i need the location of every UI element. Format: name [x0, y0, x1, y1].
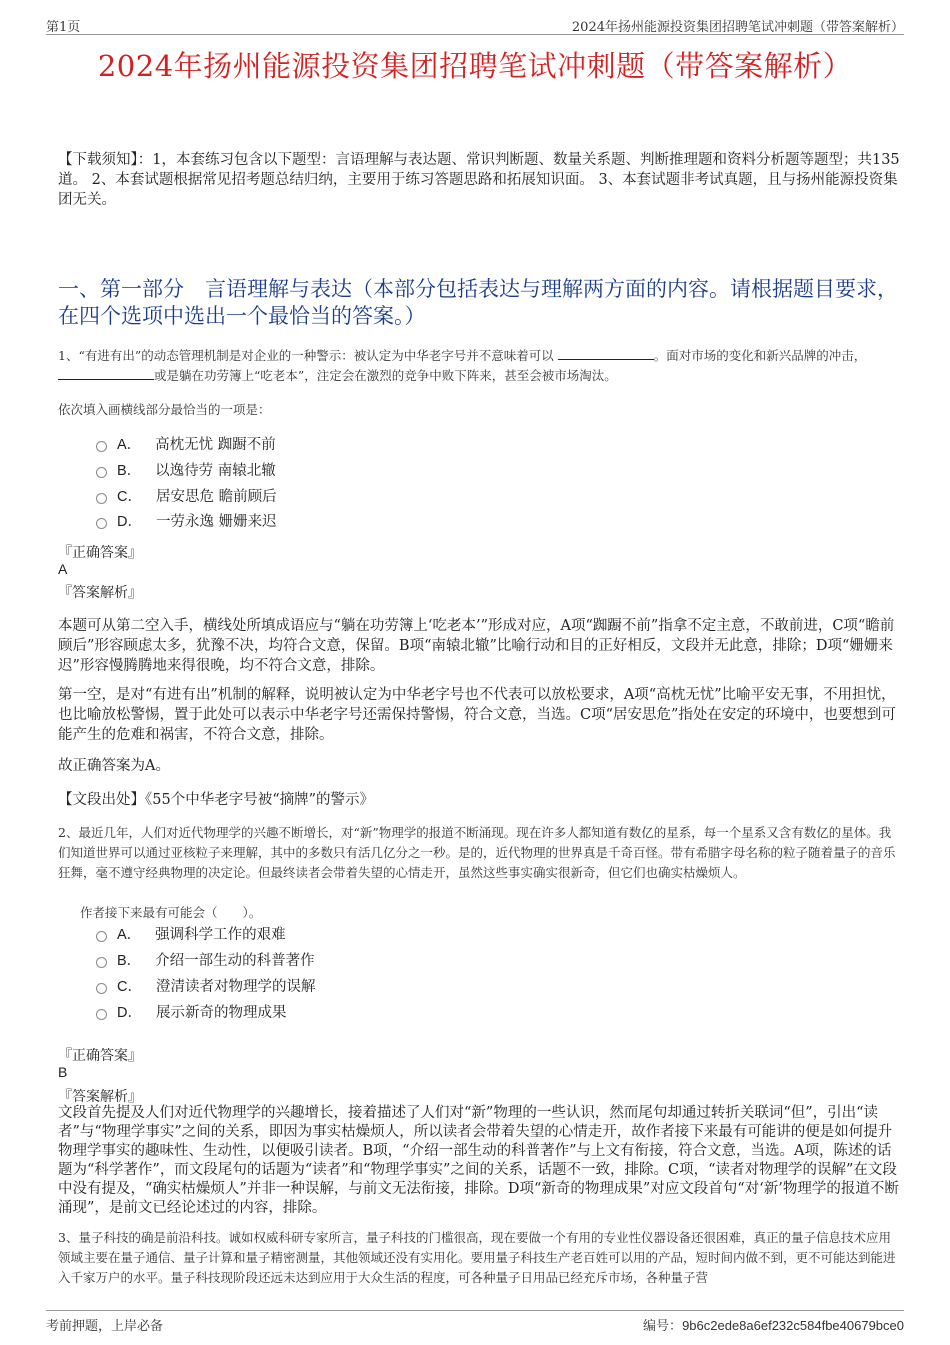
footer-slogan: 考前押题，上岸必备: [46, 1319, 164, 1334]
q1-option-d[interactable]: D． 一劳永逸 姗姗来迟: [96, 511, 277, 533]
q1-answer: A: [58, 561, 68, 577]
q2-option-c[interactable]: C． 澄清读者对物理学的误解: [96, 976, 315, 998]
q2-answer-label: 『正确答案』: [58, 1048, 142, 1064]
fill-blank-1: [558, 347, 654, 360]
q2-answer: B: [58, 1064, 68, 1080]
section-heading: 一、第一部分 言语理解与表达（本部分包括表达与理解两方面的内容。请根据题目要求，在四个选项中选出一个最恰当的答案。）: [58, 277, 898, 328]
q1-analysis-label: 『答案解析』: [58, 585, 142, 601]
fill-blank-2: [58, 367, 154, 380]
document-title: 2024年扬州能源投资集团招聘笔试冲刺题（带答案解析）: [97, 49, 853, 83]
q2-option-a[interactable]: A． 强调科学工作的艰难: [96, 924, 286, 946]
q2-analysis-label: 『答案解析』: [58, 1089, 142, 1105]
q1-option-a[interactable]: A． 高枕无忧 踟蹰不前: [96, 434, 276, 456]
radio-icon[interactable]: [96, 931, 107, 942]
page-footer: [46, 1310, 904, 1334]
q1-analysis-2: 第一空，是对“有进有出”机制的解释，说明被认定为中华老字号也不代表可以放松要求，A项“高枕无忧”比喻平安无事，不用担忧，也比喻放松警惕，置于此处可以表示中华老字号还需保持警惕，符合文意，当选。C项“居安思危”指处在安定的环境中，也要想到可能产生的危难和祸害，不符合文意，排除。: [58, 687, 896, 743]
radio-icon[interactable]: [96, 983, 107, 994]
radio-icon[interactable]: [96, 957, 107, 968]
question-2-stem: 2、最近几年，人们对近代物理学的兴趣不断增长，对“新”物理学的报道不断涌现。现在许多人都知道有数亿的星系，每一个星系又含有数亿的星体。我们知道世界可以通过亚核粒子来理解，其中的多数只有活几亿分之一秒。是的，近代物理的世界真是千奇百怪。带有希腊字母名称的粒子随着量子的音乐狂舞，毫不遵守经典物理的决定论。但最终读者会带着失望的心情走开，虽然这些事实确实很新奇，但它们也确实枯燥烦人。: [58, 825, 896, 880]
question-2-prompt: 作者接下来最有可能会（ ）。: [80, 905, 262, 920]
q1-source: 【文段出处】《55个中华老字号被“摘牌”的警示》: [58, 792, 375, 808]
page-number: 第1页: [46, 20, 81, 35]
q1-option-c[interactable]: C． 居安思危 瞻前顾后: [96, 486, 277, 508]
q1-conclusion: 故正确答案为A。: [58, 758, 170, 774]
question-3-stem: 3、量子科技的确是前沿科技。诚如权威科研专家所言，量子科技的门槛很高，现在要做一个有用的专业性仪器设备还很困难，真正的量子信息技术应用领域主要在量子通信、量子计算和量子精密测量，其他领域还没有实用化。要用量子科技生产老百姓可以用的产品，短时间内做不到，更不可能达到能进入千家万户的水平。量子科技现阶段还远未达到应用于大众生活的程度，可各种量子日用品已经充斥市场，各种量子营: [58, 1230, 896, 1285]
radio-icon[interactable]: [96, 441, 107, 452]
radio-icon[interactable]: [96, 1009, 107, 1020]
q1-analysis-1: 本题可从第二空入手，横线处所填成语应与“躺在功劳簿上‘吃老本’”形成对应，A项“踟蹰不前”指拿不定主意，不敢前进，C项“瞻前顾后”形容顾虑太多，犹豫不决，均符合文意，保留。B项“南辕北辙”比喻行动和目的正好相反，文段并无此意，排除；D项“姗姗来迟”形容慢腾腾地来得很晚，均不符合文意，排除。: [58, 618, 895, 674]
q2-option-b[interactable]: B． 介绍一部生动的科普著作: [96, 950, 315, 972]
radio-icon[interactable]: [96, 493, 107, 504]
question-1-stem: 1、“有进有出”的动态管理机制是对企业的一种警示：被认定为中华老字号并不意味着可以 。面对市场的变化和新兴品牌的冲击，或是躺在功劳簿上“吃老本”，注定会在激烈的竞争中败下阵来，甚至会被市场淘汰。: [58, 348, 867, 383]
download-notice: 【下载须知】：1，本套练习包含以下题型：言语理解与表达题、常识判断题、数量关系题、判断推理题和资料分析题等题型；共135道。 2、本套试题根据常见招考题总结归纳，主要用于练习答题思路和拓展知识面。 3、本套试题非考试真题，且与扬州能源投资集团无关。: [58, 152, 900, 208]
header-doc-title: 2024年扬州能源投资集团招聘笔试冲刺题（带答案解析）: [571, 20, 904, 35]
radio-icon[interactable]: [96, 467, 107, 478]
question-1-prompt: 依次填入画横线部分最恰当的一项是：: [58, 402, 271, 417]
q2-option-d[interactable]: D． 展示新奇的物理成果: [96, 1002, 286, 1024]
q2-analysis: 文段首先提及人们对近代物理学的兴趣增长，接着描述了人们对“新”物理的一些认识，然而尾句却通过转折关联词“但”，引出“读者”与“物理学事实”之间的关系，即因为事实枯燥烦人，所以读者会带着失望的心情走开，故作者接下来最有可能讲的便是如何提升物理学事实的趣味性、生动性，以便吸引读者。B项，“介绍一部生动的科普著作”与上文有衔接，符合文意，当选。A项，陈述的话题为“科学著作”，而文段尾句的话题为“读者”和“物理学事实”之间的关系，话题不一致，排除。C项，“读者对物理学的误解”在文段中没有提及，“确实枯燥烦人”并非一种误解，与前文无法衔接，排除。D项“新奇的物理成果”对应文段首句“对‘新’物理学的报道不断涌现”，是前文已经论述过的内容，排除。: [58, 1105, 899, 1216]
q1-answer-label: 『正确答案』: [58, 545, 142, 561]
page-header: [46, 14, 904, 35]
q1-option-b[interactable]: B． 以逸待劳 南辕北辙: [96, 460, 276, 482]
radio-icon[interactable]: [96, 518, 107, 529]
footer-code: 编号：9b6c2ede8a6ef232c584fbe40679bce0: [643, 1318, 904, 1334]
